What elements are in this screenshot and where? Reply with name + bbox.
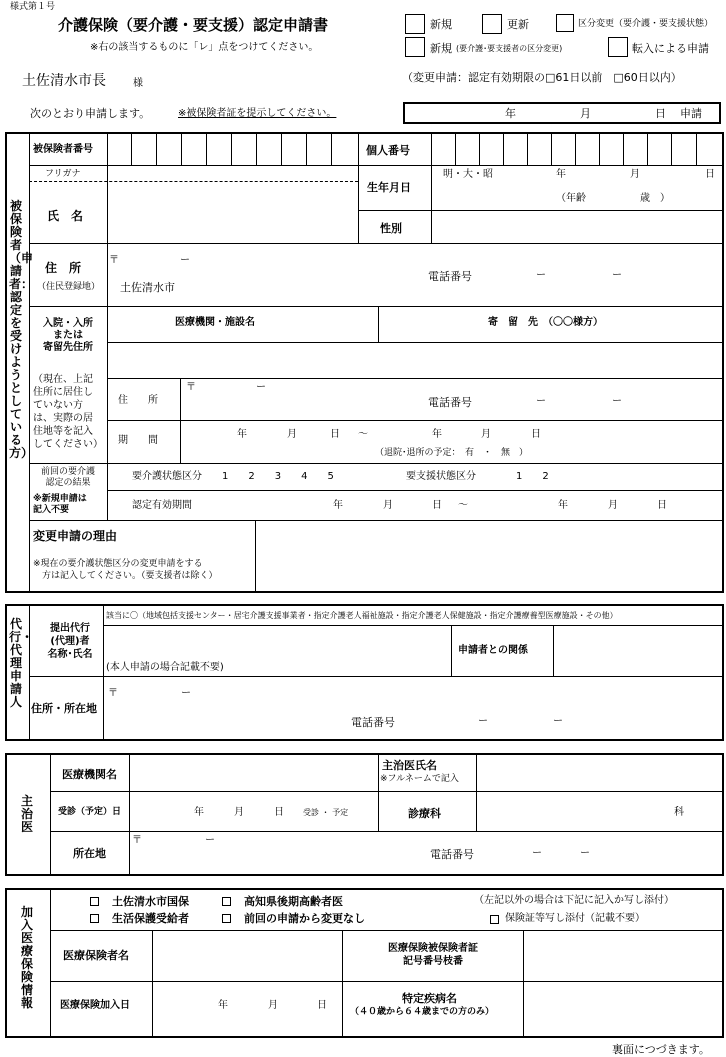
support-level-options[interactable]: 要支援状態区分 1 2 xyxy=(406,471,549,482)
agent-address-label: 住所・所在地 xyxy=(31,702,97,715)
disease-sub-label: （４０歳から６４歳までの方のみ） xyxy=(350,1007,495,1017)
applicant-section xyxy=(5,132,724,593)
lodging-header: 寄 留 先 （〇〇様方） xyxy=(488,317,603,328)
department-ka: 科 xyxy=(674,807,684,818)
postal-dash: ー xyxy=(180,255,190,266)
visit-type-options[interactable]: 受診 ・ 予定 xyxy=(303,808,349,817)
validity-to-year: 年 xyxy=(558,500,568,511)
agent-self-note: (本人申請の場合記載不要) xyxy=(106,662,224,673)
kokuho-label: 土佐清水市国保 xyxy=(112,895,189,908)
period-to-year: 年 xyxy=(432,429,442,440)
insurer-name-label: 医療保険者名 xyxy=(63,949,129,962)
relation-label: 申請者との関係 xyxy=(458,645,528,656)
agent-phone-dash-1: ー xyxy=(478,716,488,727)
no-change-checkbox[interactable] xyxy=(222,914,231,923)
applicant-section-label: 被保険者（申請者：認定を受けようとしている方） xyxy=(9,199,34,460)
new-label: 新規 xyxy=(430,18,452,31)
validity-from-year: 年 xyxy=(333,500,343,511)
lodging-postal-mark: 〒 xyxy=(186,382,196,393)
new-not-required-note: ※新規申請は 記入不要 xyxy=(33,494,87,515)
continue-note: 裏面につづきます。 xyxy=(612,1043,710,1056)
apply-text: 次のとおり申請します。 xyxy=(30,107,151,120)
birthdate-label: 生年月日 xyxy=(367,181,411,194)
copy-attach-label: 保険証等写し添付（記載不要） xyxy=(505,913,645,924)
application-date-box[interactable] xyxy=(403,102,721,124)
renew-checkbox[interactable] xyxy=(482,14,502,34)
validity-from-month: 月 xyxy=(383,500,393,511)
lodging-postal-dash: ー xyxy=(256,382,266,393)
doctor-location-label: 所在地 xyxy=(73,847,106,860)
agent-postal-mark: 〒 xyxy=(108,688,118,699)
period-from-year: 年 xyxy=(237,429,247,440)
other-insurance-note: （左記以外の場合は下記に記入か写し添付） xyxy=(474,895,674,906)
agent-type-options[interactable]: 該当に〇（地域包括支援センター・居宅介護支援事業者・指定介護老人福祉施設・指定介護老人保健施設・指定介護療養型医療施設・その他） xyxy=(106,611,618,620)
prev-result-label: 前回の要介護 認定の結果 xyxy=(40,467,95,488)
agent-section-label: 代行・代理申請人 xyxy=(9,617,34,709)
birth-month-label: 月 xyxy=(630,169,640,180)
period-label: 期 間 xyxy=(118,435,158,446)
insurance-card-note: ※被保険者証を提示してください。 xyxy=(178,108,337,119)
mayor-sama: 様 xyxy=(133,78,143,89)
insurance-section-label: 加入医療保険情報 xyxy=(20,905,33,1010)
change-period-note: （変更申請：認定有効期限の□61日以前 □60日以内） xyxy=(402,71,682,84)
kokuho-checkbox[interactable] xyxy=(90,897,99,906)
age-open-label: （年齢 xyxy=(556,193,586,204)
period-from-month: 月 xyxy=(287,429,297,440)
visit-date-label: 受診（予定）日 xyxy=(58,807,122,817)
new-change-checkbox[interactable] xyxy=(405,37,425,57)
furigana-label: フリガナ xyxy=(45,169,81,179)
lodging-address-label: 住 所 xyxy=(118,395,158,406)
form-number: 様式第１号 xyxy=(10,2,56,12)
doctor-name-label: 主治医氏名 xyxy=(382,759,437,772)
agent-name-label: 提出代行 (代理)者 名称･氏名 xyxy=(47,623,93,660)
mayor-label: 土佐清水市長 xyxy=(22,73,106,89)
birth-year-label: 年 xyxy=(556,169,566,180)
transfer-label: 転入による申請 xyxy=(632,42,709,55)
validity-tilde: 〜 xyxy=(458,500,468,511)
date-apply-label: 申請 xyxy=(680,107,702,120)
phone-dash-2: ー xyxy=(612,270,622,281)
elderly-label: 高知県後期高齢者医 xyxy=(244,895,343,908)
lodging-phone-dash-1: ー xyxy=(536,396,546,407)
date-day-label: 日 xyxy=(655,107,666,120)
doctor-phone-dash-1: ー xyxy=(532,848,542,859)
gender-label: 性別 xyxy=(380,222,402,235)
period-to-day: 日 xyxy=(531,429,541,440)
period-to-month: 月 xyxy=(481,429,491,440)
copy-attach-checkbox[interactable] xyxy=(490,915,499,924)
postal-mark: 〒 xyxy=(109,255,119,266)
agent-phone-label: 電話番号 xyxy=(351,716,395,729)
date-month-label: 月 xyxy=(580,107,591,120)
hospital-note: （現在、上記 住所に居住し ていない方 は、実際の居 住地等を記入 してください） xyxy=(33,374,103,450)
no-change-label: 前回の申請から変更なし xyxy=(244,912,365,925)
check-instruction: ※右の該当するものに「レ」点をつけてください。 xyxy=(90,42,319,53)
institution-label: 医療機関名 xyxy=(62,768,117,781)
fullname-note: ※フルネームで記入 xyxy=(380,774,459,784)
doctor-phone-dash-2: ー xyxy=(580,848,590,859)
change-checkbox[interactable] xyxy=(556,14,574,32)
name-label: 氏 名 xyxy=(47,209,84,223)
transfer-checkbox[interactable] xyxy=(608,37,628,57)
join-year-label: 年 xyxy=(218,1000,228,1011)
agent-postal-dash: ー xyxy=(181,688,191,699)
era-label: 明・大・昭 xyxy=(443,169,493,180)
doctor-phone-label: 電話番号 xyxy=(430,848,474,861)
birth-day-label: 日 xyxy=(705,169,715,180)
validity-to-day: 日 xyxy=(657,500,667,511)
renew-label: 更新 xyxy=(507,18,529,31)
welfare-checkbox[interactable] xyxy=(90,914,99,923)
change-label: 区分変更（要介護・要支援状態） xyxy=(578,19,714,29)
new-checkbox[interactable] xyxy=(405,14,425,34)
hospital-label: 入院・入所 または 寄留先住所 xyxy=(43,318,93,353)
validity-from-day: 日 xyxy=(432,500,442,511)
discharge-plan: （退院･退所の予定： 有 ・ 無 ） xyxy=(375,448,529,458)
address-sub-label: （住民登録地） xyxy=(37,282,101,292)
join-date-label: 医療保険加入日 xyxy=(60,1000,130,1011)
personal-number-label: 個人番号 xyxy=(366,144,410,157)
date-year-label: 年 xyxy=(505,107,516,120)
change-reason-note: ※現在の要介護状態区分の変更申請をする 方は記入してください。（要支援者は除く） xyxy=(33,559,218,581)
phone-label: 電話番号 xyxy=(428,270,472,283)
city-label: 土佐清水市 xyxy=(120,281,175,294)
elderly-checkbox[interactable] xyxy=(222,897,231,906)
agent-phone-dash-2: ー xyxy=(553,716,563,727)
validity-to-month: 月 xyxy=(608,500,618,511)
welfare-label: 生活保護受給者 xyxy=(112,912,189,925)
insured-number-label: 被保険者番号 xyxy=(33,144,93,155)
care-level-options[interactable]: 要介護状態区分 1 2 3 4 5 xyxy=(132,471,334,482)
facility-header: 医療機関・施設名 xyxy=(175,317,255,328)
doctor-section-label: 主治医 xyxy=(20,794,33,834)
lodging-phone-dash-2: ー xyxy=(612,396,622,407)
new-change-sub: (要介護･要支援者の区分変更) xyxy=(456,44,563,53)
join-month-label: 月 xyxy=(268,1000,278,1011)
lodging-phone-label: 電話番号 xyxy=(428,396,472,409)
age-close-label: 歳 ） xyxy=(640,193,670,204)
card-number-label: 医療保険被保険者証 記号番号枝番 xyxy=(388,943,478,967)
address-label: 住 所 xyxy=(45,261,82,275)
validity-label: 認定有効期間 xyxy=(132,500,192,511)
disease-label: 特定疾病名 xyxy=(402,992,457,1005)
period-tilde: 〜 xyxy=(358,429,368,440)
form-title: 介護保険（要介護・要支援）認定申請書 xyxy=(58,16,329,34)
new-change-label: 新規 xyxy=(430,42,452,55)
doctor-postal-dash: ー xyxy=(205,835,215,846)
doctor-postal-mark: 〒 xyxy=(132,835,142,846)
phone-dash-1: ー xyxy=(536,270,546,281)
period-from-day: 日 xyxy=(330,429,340,440)
join-day-label: 日 xyxy=(317,1000,327,1011)
department-label: 診療科 xyxy=(408,807,441,820)
visit-date-ymd: 年 月 日 xyxy=(194,807,284,818)
change-reason-label: 変更申請の理由 xyxy=(33,529,118,543)
